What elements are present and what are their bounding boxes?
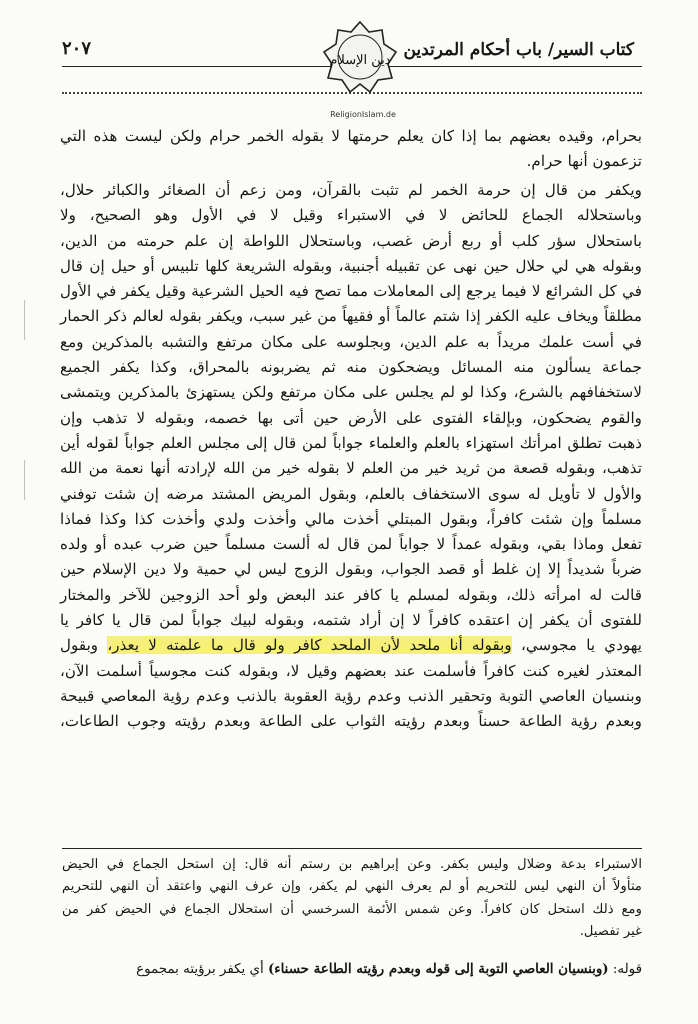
text-line-highlighted [60,633,642,658]
text-line: تذهب، وبقوله قصعة من ثريد خير من العلم لا بقوله خير من الله لإرادته أنها نعمة من الله [60,459,642,478]
text-line: وبعدم رؤية الطاعة حسناً وبعدم رؤيته الثواب على الطاعة وبعدم رؤيته وجوب الطاعات، [60,712,642,731]
text-line: باستحلال سؤر كلب أو ربع أرض غصب، وباستحلال اللواطة إن علم حرمته من الدين، [60,231,642,250]
text-line: بحرام، وقيده بعضهم بما إذا كان يعلم حرمتها لا بقوله الخمر حرام ولكن ليست هذه التي [60,127,642,145]
text-line: مطلقاً ويخاف عليه الكفر إذا شتم عالماً أو فقيهاً من غير سبب، ويكفر بقوله لعالم ذكر الحمار [60,307,642,326]
text-line: في كل الشرائع لا فيما يرجع إلى المعاملات مما تصح فيه الحيل الشرعية وقيل يكفر في الأول [60,282,642,301]
running-title: كتاب السير/ باب أحكام المرتدين [403,40,634,60]
logo-text: دين الإسلام [329,53,391,68]
highlighted-phrase: وبقوله أنا ملحد لأن الملحد كافر ولو قال ما علمته لا يعذر، [107,636,512,655]
text-line: تفعل وماذا بقي، وبقوله عمداً لا جواباً لمن قال له ألست مسلماً حين ضرب عبده أو ولده [60,535,642,554]
text-line: والأول لا تأويل له سوى الاستخفاف بالعلم، وبقول المريض المشتد مرضه إن شئت توفني [60,484,642,503]
text-line: في أست علمك مريداً به علم الدين، وبجلوسه على مكان مرتفع والتشبه بالمذكرين ومع [60,332,642,351]
text-line: تزعمون أنها حرام. [526,152,642,171]
text-line: وبنسيان العاصي التوبة وتحقير الذنب وعدم رؤية العقوبة بالذنب وعدم رؤية المعاصي قبيحة [60,686,642,705]
note-line: متأولاً أن النهي ليس للتحريم أو لم يعرف النهي لم يكفر، وإن عرف النهي واعتقد أن النهي للتحريم [62,879,642,895]
paragraph-1 [60,124,642,175]
footnotes [62,854,642,944]
commentary-label: قوله: [612,962,642,977]
text-line: قالت له امرأته ذلك، وبقوله لمسلم يا كافر عند البعض ولو أحد الزوجين للآخر والمختار [60,585,642,604]
logo-seal [322,20,398,96]
text-line: وبقوله هي لي حلال حين نهى عن تقبيله أجنبية، وبقوله الشريعة كلها تلبيس أو حيل إن قال [60,256,642,275]
page-number: ٢٠٧ [62,38,92,59]
text-line: لاستخفافهم بالشرع، وكذا لو لم يجلس على مكان مرتفع ولكن يستهزئ بالمذكرين ويتمشى [60,383,642,402]
text-line: وباستحلاله الجماع للحائض لا في الاستبراء وقيل لا في الأول وهو الصحيح، ولا [60,206,642,225]
note-line: غير تفصيل. [579,924,642,940]
commentary-rest: أي يكفر برؤيته بمجموع [136,962,264,977]
text-line: مسلماً وإن شئت كافراً، وبقول المبتلي أخذت مالي وأخذت ولدي وأخذت كذا وكذا فماذا [60,509,642,528]
margin-scan-mark [24,300,39,340]
text-line: للفتوى أن يكفر إن اعتقده كافراً لا إن أراد شتمه، وبقوله لبيك جواباً لمن قال يا كافر يا [60,611,642,630]
text-line: ويكفر من قال إن حرمة الخمر لم تثبت بالقرآن، ومن زعم أن الصغائر والكبائر حلال، [60,181,642,199]
commentary [62,958,642,981]
line-end: وبقول [60,636,99,655]
text-line: ضرباً شديداً إلا إن غلط أو قصد الجواب، وبقول الزوج ليس لي حمية ولا دين الإسلام حين [60,560,642,579]
footnote-rule [62,848,642,849]
commentary-quote: (وبنسيان العاصي التوبة إلى قوله وبعدم رؤيته الطاعة حسناء) [267,961,609,977]
text-line: جماعة يسألون منه المسائل ويضحكون منه ثم يضربونه بالمحراق، وكذا يكفر الجميع [60,358,642,377]
logo-url: ReligionIslam.de [330,110,396,119]
text-line: ذهبت تطلق امرأتك استهزاء بالعلم والعلماء جواباً لمن قال إلى مجلس العلم جواباً لقوله أين [60,433,642,452]
text-line: المعتذر لغيره كنت كافراً فأسلمت عند بعضهم وقيل لا، وبقوله كنت مجوسياً أسلمت الآن، [60,661,642,680]
margin-scan-mark [24,460,39,500]
paragraph-2 [60,178,642,735]
line-start: يهودي يا مجوسي، [520,636,643,655]
note-line: الاستبراء بدعة وضلال وليس بكفر. وعن إبراهيم بن رستم أنه قال: إن استحل الجماع في الحيض [62,857,642,872]
text-line: والقوم يضحكون، وبإلقاء الفتوى على الأرض حين أتى بها خصمه، وبقوله لا تذهب وإن [60,408,642,427]
note-line: ومع ذلك استحل كان كافراً. وعن شمس الأئمة السرخسي أن استحلال الجماع في الحيض كفر من [62,901,642,917]
